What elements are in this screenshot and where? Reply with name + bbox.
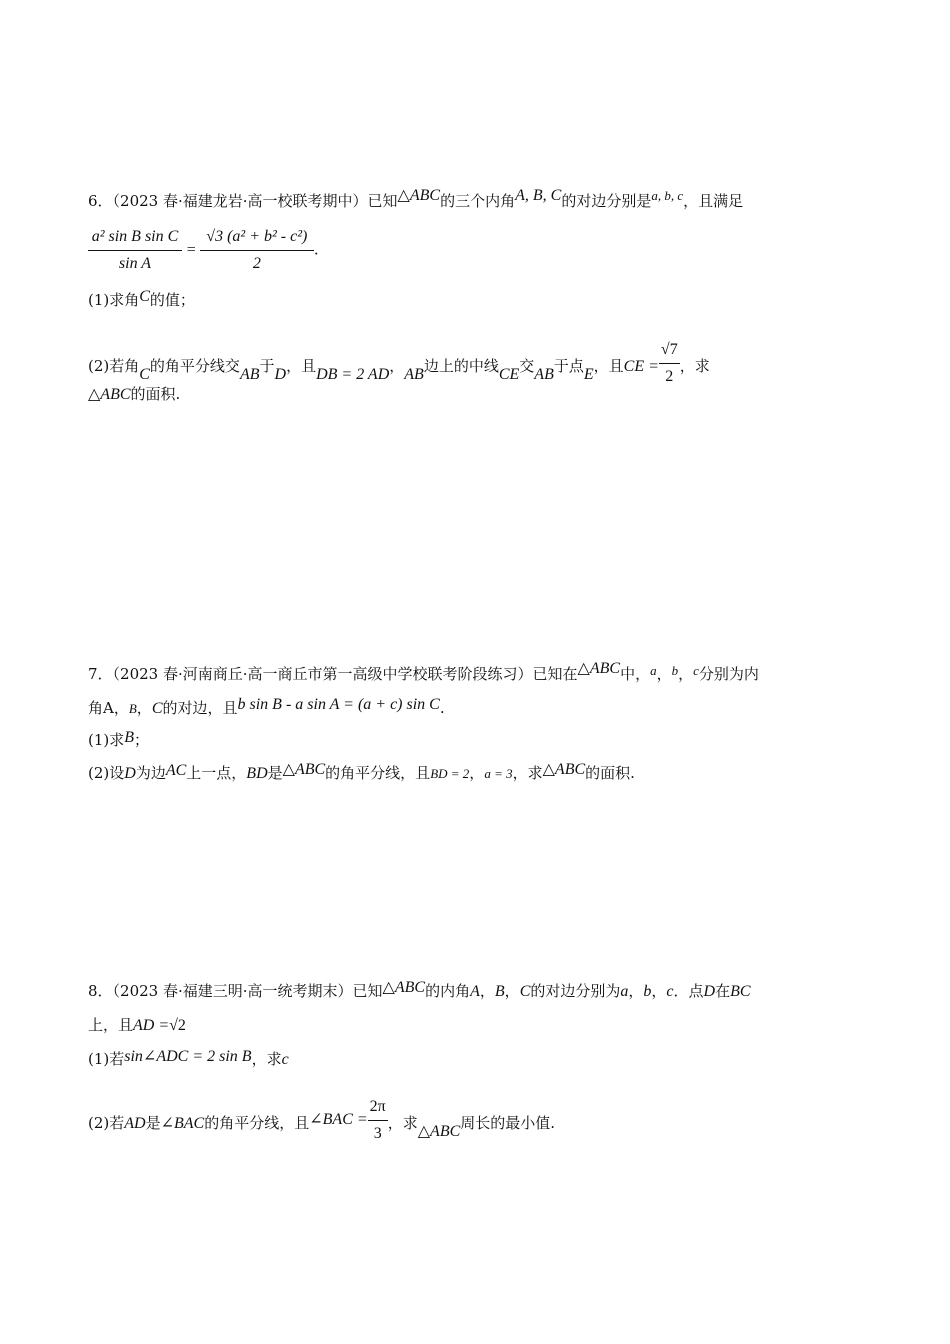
q7-line2: 角A，B，C的对边，且b sin B - a sin A = (a + c) sin C.: [88, 696, 445, 717]
q6-line1: 6．（2023 春·福建龙岩·高一校联考期中）已知△ABC的三个内角A, B, C的对边分别是a, b, c，且满足: [88, 187, 744, 210]
q8-angle-fraction: $\frac{2\pi}{3}$: [369, 1098, 386, 1142]
q8-part1-equation: sin∠ADC = 2 sin B: [124, 1048, 252, 1065]
q6-triangle: △ABC: [397, 187, 441, 204]
q7-source: （2023 春·河南商丘·高一商丘市第一高级中学校联考阶段练习）: [112, 665, 533, 683]
q6-part2-cont: △ABC的面积.: [88, 385, 181, 403]
q7-part1: (1)求B；: [88, 729, 150, 749]
q8-number: 8．: [88, 982, 113, 1000]
q7-line1: 7．（2023 春·河南商丘·高一商丘市第一高级中学校联考阶段练习）已知在△ABC中，a，b，c分别为内: [88, 660, 759, 683]
q8-source: （2023 春·福建三明·高一统考期末）: [112, 982, 353, 1000]
q6-equation: $\frac{\text{a² sin B sin C}}{\text{sin A}}$ = $\frac{\text{√3 (a² + b² - c²)}}{2}$ .: [88, 226, 319, 275]
q6-part2: (2)若角C的角平分线交AB于D，且DB = 2 AD，AB边上的中线CE交AB于点E，且CE = $\frac{√7}{2}$ ，求: [88, 339, 710, 388]
q6-ce-fraction: $\frac{√7}{2}$: [660, 341, 678, 385]
q7-equation: b sin B - a sin A = (a + c) sin C: [237, 696, 440, 713]
q6-number: 6．: [88, 192, 113, 210]
q7-part2: (2)设D为边AC上一点，BD是△ABC的角平分线，且BD = 2，a = 3，求△ABC的面积.: [88, 761, 635, 782]
q8-part2: (2)若AD是∠BAC的角平分线，且∠BAC = $\frac{2\pi}{3}$ ，求△ABC周长的最小值.: [88, 1096, 555, 1145]
q6-source: （2023 春·福建龙岩·高一校联考期中）: [112, 192, 368, 210]
q6-eq-lhs: $\frac{\text{a² sin B sin C}}{\text{sin A}}$: [88, 226, 182, 275]
q8-line2: 上，且AD =√2: [88, 1016, 186, 1034]
q6-eq-rhs: $\frac{\text{√3 (a² + b² - c²)}}{2}$: [200, 226, 314, 275]
q6-part1: (1)求角C的值；: [88, 288, 195, 309]
q7-number: 7．: [88, 665, 113, 683]
q8-part1: (1)若sin∠ADC = 2 sin B，求c: [88, 1048, 289, 1068]
q8-line1: 8．（2023 春·福建三明·高一统考期末）已知△ABC的内角A，B，C的对边分别为a，b，c．点D在BC: [88, 979, 751, 1000]
